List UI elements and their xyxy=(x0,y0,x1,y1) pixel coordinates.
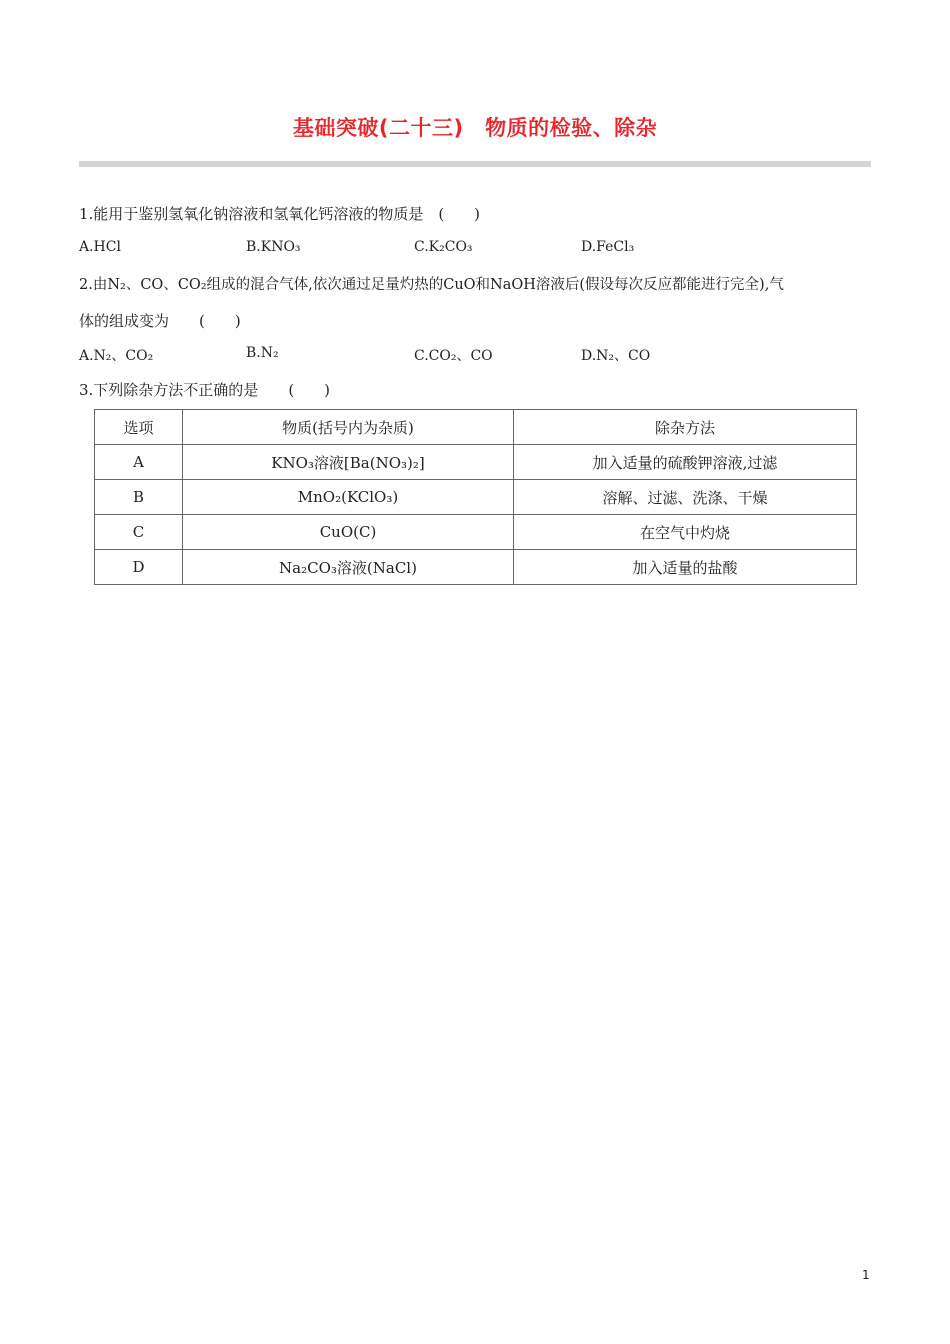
row-option: D xyxy=(95,550,183,585)
table-header-row xyxy=(95,410,857,445)
row-substance: KNO₃溶液[Ba(NO₃)₂] xyxy=(183,445,514,480)
question-2-stem-line-1: 2.由N₂、CO、CO₂组成的混合气体,依次通过足量灼热的CuO和NaOH溶液后(假设每次反应都能进行完全),气 xyxy=(79,277,784,293)
row-method: 加入适量的盐酸 xyxy=(514,550,857,585)
page-title: 基础突破(二十三) 物质的检验、除杂 xyxy=(292,116,658,140)
question-1-option-b: B.KNO₃ xyxy=(246,239,301,255)
question-2-option-c: C.CO₂、CO xyxy=(414,348,493,364)
question-1-option-a: A.HCl xyxy=(79,239,121,255)
row-option: C xyxy=(95,515,183,550)
title-divider xyxy=(79,161,871,167)
row-method: 加入适量的硫酸钾溶液,过滤 xyxy=(514,445,857,480)
question-1-option-c: C.K₂CO₃ xyxy=(414,239,473,255)
question-2-option-b: B.N₂ xyxy=(246,345,279,361)
table-row xyxy=(95,445,857,480)
row-substance: Na₂CO₃溶液(NaCl) xyxy=(183,550,514,585)
question-1-stem: 1.能用于鉴别氢氧化钠溶液和氢氧化钙溶液的物质是 ( ) xyxy=(79,205,481,223)
question-3-stem: 3.下列除杂方法不正确的是 ( ) xyxy=(79,381,331,399)
row-method: 在空气中灼烧 xyxy=(514,515,857,550)
question-2-option-d: D.N₂、CO xyxy=(581,348,651,364)
page-number: 1 xyxy=(862,1268,870,1282)
row-option: A xyxy=(95,445,183,480)
impurity-removal-table xyxy=(94,409,857,585)
table-row xyxy=(95,515,857,550)
table-row xyxy=(95,480,857,515)
row-method: 溶解、过滤、洗涤、干燥 xyxy=(514,480,857,515)
question-1-option-d: D.FeCl₃ xyxy=(581,239,635,255)
table-row xyxy=(95,550,857,585)
row-option: B xyxy=(95,480,183,515)
header-substance: 物质(括号内为杂质) xyxy=(183,410,514,445)
row-substance: MnO₂(KClO₃) xyxy=(183,480,514,515)
row-substance: CuO(C) xyxy=(183,515,514,550)
question-2-option-a: A.N₂、CO₂ xyxy=(79,348,154,364)
header-option: 选项 xyxy=(95,410,183,445)
header-method: 除杂方法 xyxy=(514,410,857,445)
question-2-stem-line-2: 体的组成变为 ( ) xyxy=(79,312,241,330)
